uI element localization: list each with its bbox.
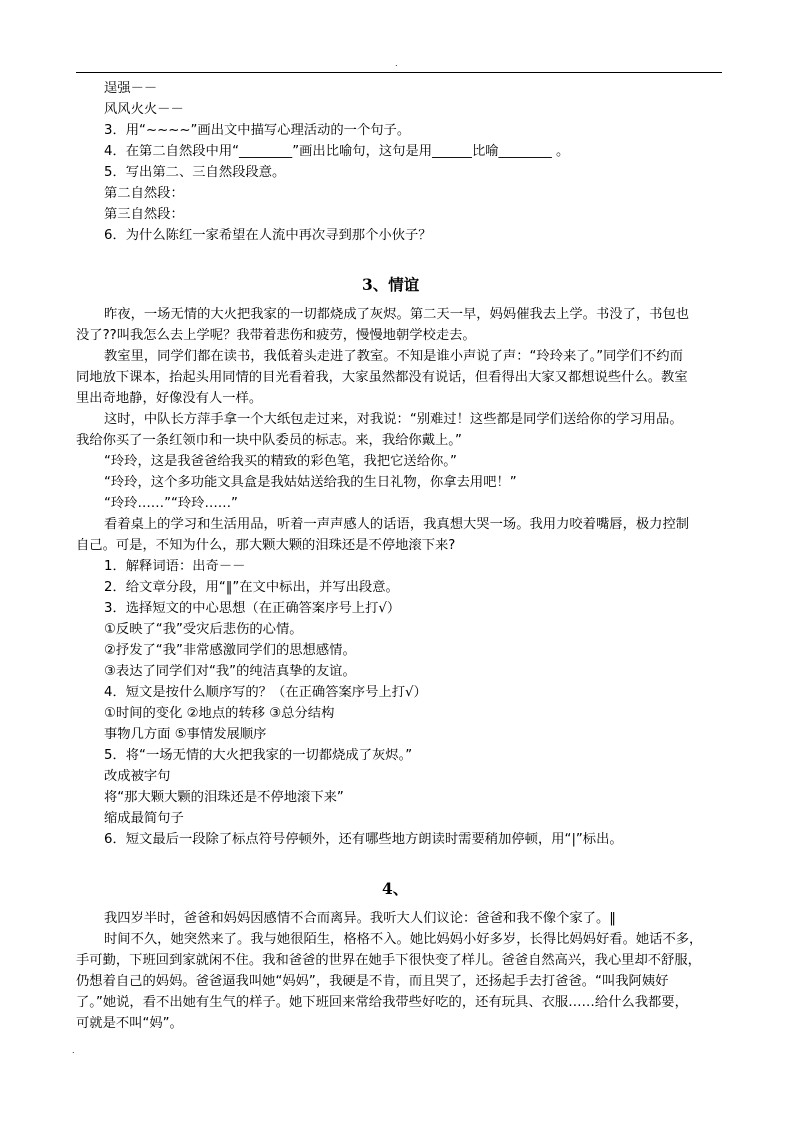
part3-paragraph-line: 教室里，同学们都在读书，我低着头走进了教室。不知是谁小声说了声：“玲玲来了。”同学们不约而 [104,349,683,364]
part3-paragraph-line: 看着桌上的学习和生活用品，听着一声声感人的话语，我真想大哭一场。我用力咬着嘴唇，极力控制 [104,517,690,532]
part3-question-line: 2．给文章分段，用“‖”在文中标出，并写出段意。 [104,580,399,595]
part3-question-line: 缩成最简句子 [104,811,184,826]
part3-question-line: 事物几方面 ⑤事情发展顺序 [104,727,267,742]
part3-question-line: 4．短文是按什么顺序写的？（在正确答案序号上打√） [104,685,427,700]
part3-question-line: 6．短文最后一段除了标点符号停顿外，还有哪些地方朗读时需要稍加停顿，用“|”标出。 [104,832,623,847]
part3-paragraph-line: 没了??叫我怎么去上学呢？我带着悲伤和疲劳，慢慢地朝学校走去。 [76,328,476,343]
header-dot: . [395,59,398,68]
part2-line: 第二自然段： [104,186,184,201]
part3-question-line: 改成被字句 [104,769,171,784]
footer-dot: . [72,1046,75,1055]
part3-question-line: ③表达了同学们对“我”的纯洁真挚的友谊。 [104,664,356,679]
part2-line: 第三自然段： [104,207,184,222]
part3-question-line: ①时间的变化 ②地点的转移 ③总分结构 [104,706,335,721]
part3-paragraph-line: “玲玲，这是我爸爸给我买的精致的彩色笔，我把它送给你。” [104,454,457,469]
part3-paragraph-line: “玲玲，这个多功能文具盒是我姑姑送给我的生日礼物，你拿去用吧！” [104,475,517,490]
part2-line: 4．在第二自然段中用“________”画出比喻句，这句是用______比喻________ 。 [104,144,570,159]
part3-question-line: 将“那大颗大颗的泪珠还是不停地滚下来” [104,790,344,805]
header-rule [76,72,722,73]
part2-line: 风风火火－－ [104,102,184,117]
part2-line: 6．为什么陈红一家希望在人流中再次寻到那个小伙子？ [104,228,432,243]
part3-question-line: 5．将“一场无情的大火把我家的一切都烧成了灰烬。” [104,748,413,763]
part4-paragraph-line: 仍想着自己的妈妈。爸爸逼我叫她“妈妈”，我硬是不肯，而且哭了，还扬起手去打爸爸。“叫我阿姨好 [76,974,669,989]
part2-line: 3．用“~~~~”画出文中描写心理活动的一个句子。 [104,123,411,138]
part3-paragraph-line: 里出奇地静，好像没有人一样。 [76,391,263,406]
part3-question-line: ①反映了“我”受灾后悲伤的心情。 [104,622,303,637]
part3-question-line: 1．解释词语：出奇－－ [104,559,246,574]
part4-paragraph-line: 可就是不叫“妈”。 [76,1016,183,1031]
part4-paragraph-line: 时间不久，她突然来了。我与她很陌生，格格不入。她比妈妈小好多岁，长得比妈妈好看。她话不多， [104,932,703,947]
part2-line: 逞强－－ [104,81,158,96]
section-title-4: 4、 [382,879,409,898]
part3-question-line: ②抒发了“我”非常感激同学们的思想感情。 [104,643,356,658]
section-title-3: 3、情谊 [362,275,420,294]
part3-paragraph-line: 同地放下课本，抬起头用同情的目光看着我，大家虽然都没有说话，但看得出大家又都想说些什么。教室 [76,370,688,385]
part4-paragraph-line: 手可勤，下班回到家就闲不住。我和爸爸的世界在她手下很快变了样儿。爸爸自然高兴，我心里却不舒服， [76,953,701,968]
part3-paragraph-line: “玲玲……”“玲玲……” [104,496,238,511]
part3-paragraph-line: 昨夜，一场无情的大火把我家的一切都烧成了灰烬。第二天一早，妈妈催我去上学。书没了，书包也 [104,307,690,322]
part3-paragraph-line: 自己。可是，不知为什么，那大颗大颗的泪珠还是不停地滚下来? [76,538,456,553]
part2-line: 5．写出第二、三自然段段意。 [104,165,286,180]
part3-question-line: 3．选择短文的中心思想（在正确答案序号上打√） [104,601,401,616]
part4-paragraph-line: 我四岁半时，爸爸和妈妈因感情不合而离异。我听大人们议论：爸爸和我不像个家了。‖ [104,911,616,926]
part4-paragraph-line: 了。”她说，看不出她有生气的样子。她下班回来常给我带些好吃的，还有玩具、衣服……给什么我都要， [76,995,688,1010]
part3-paragraph-line: 这时，中队长方萍手拿一个大纸包走过来，对我说：“别难过！这些都是同学们送给你的学习用品。 [104,412,683,427]
part3-paragraph-line: 我给你买了一条红领巾和一块中队委员的标志。来，我给你戴上。” [76,433,462,448]
